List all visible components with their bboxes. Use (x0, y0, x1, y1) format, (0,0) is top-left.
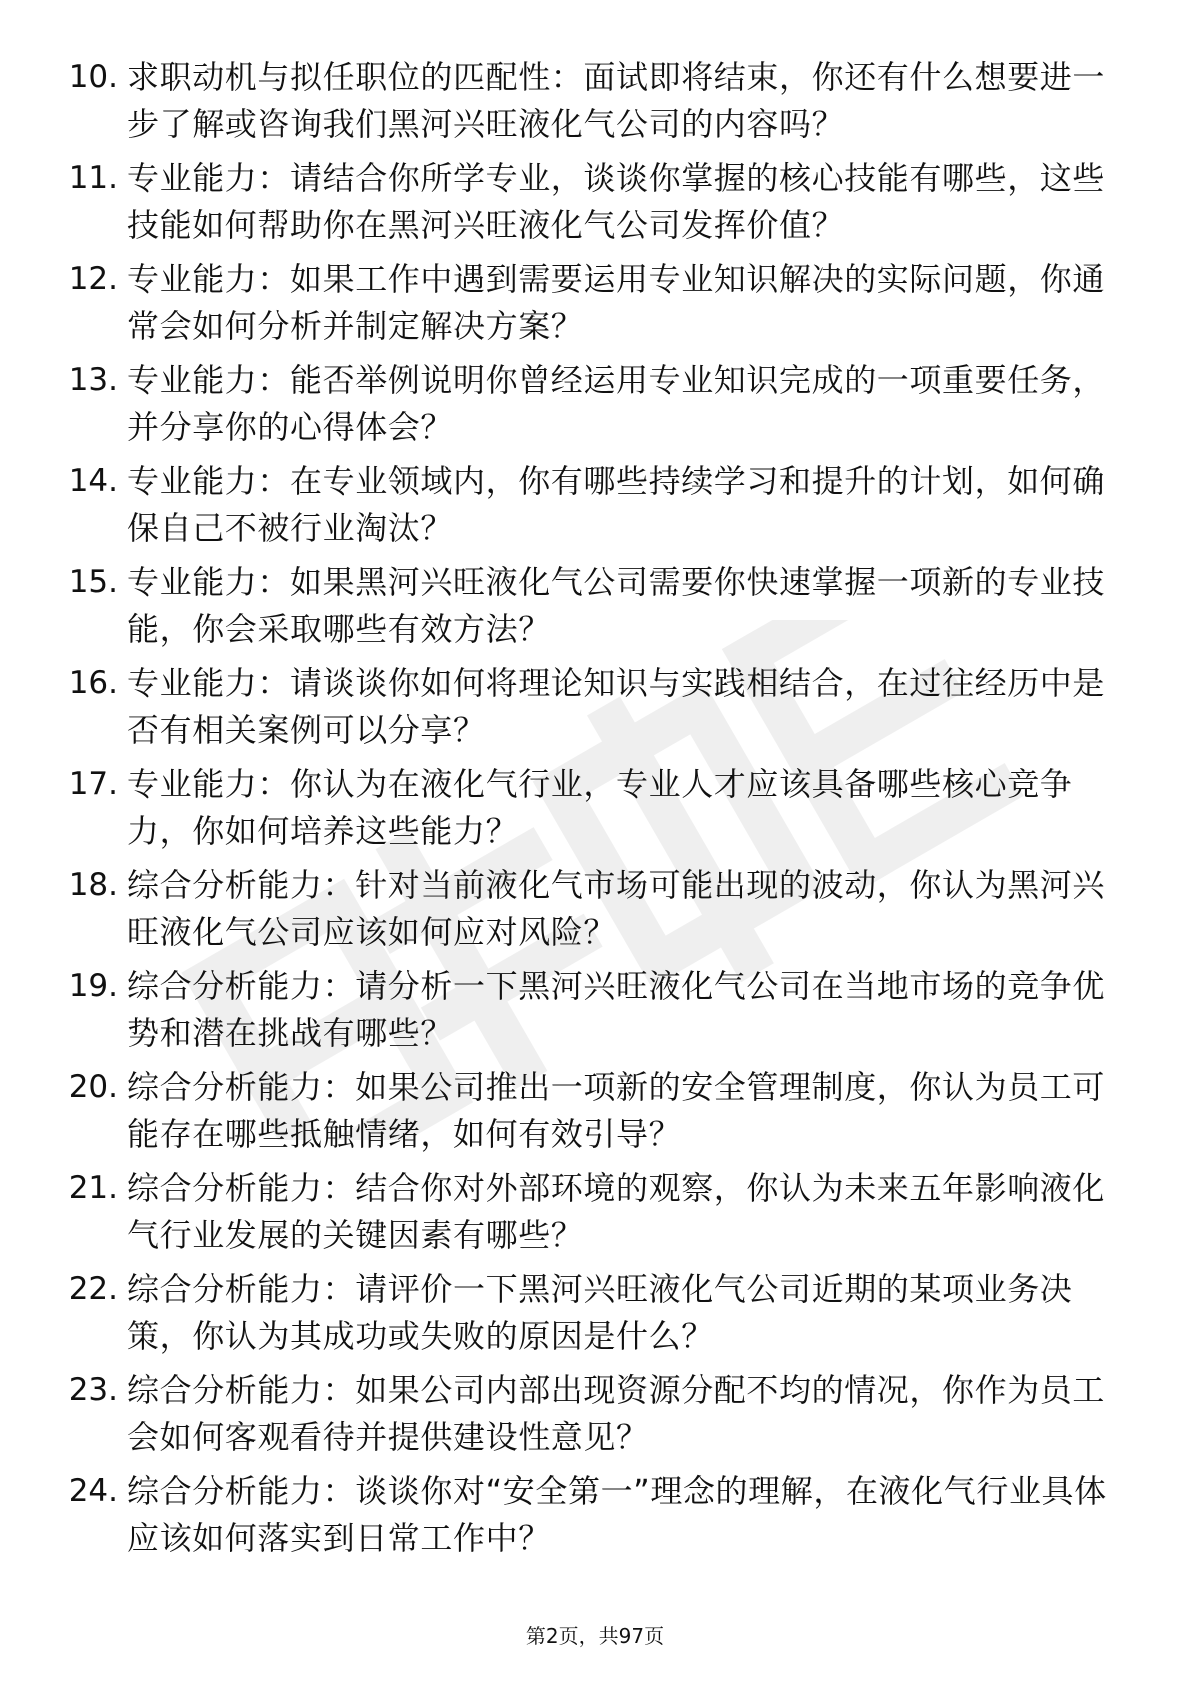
question-text: 专业能力：请结合你所学专业，谈谈你掌握的核心技能有哪些，这些技能如何帮助你在黑河兴旺液化气公司发挥价值？ (127, 159, 1106, 244)
question-item (56, 458, 1116, 559)
question-number: 20. (68, 1069, 118, 1105)
question-text: 专业能力：请谈谈你如何将理论知识与实践相结合，在过往经历中是否有相关案例可以分享？ (127, 664, 1106, 749)
question-number: 19. (68, 968, 118, 1004)
question-number: 22. (68, 1271, 118, 1307)
question-text: 综合分析能力：请分析一下黑河兴旺液化气公司在当地市场的竞争优势和潜在挑战有哪些？ (127, 967, 1106, 1052)
question-item (56, 1266, 1116, 1367)
question-number: 13. (68, 362, 118, 398)
question-number: 15. (68, 564, 118, 600)
question-text: 综合分析能力：请评价一下黑河兴旺液化气公司近期的某项业务决策，你认为其成功或失败的原因是什么？ (127, 1270, 1073, 1355)
question-text: 专业能力：你认为在液化气行业，专业人才应该具备哪些核心竞争力，你如何培养这些能力？ (127, 765, 1073, 850)
question-text: 求职动机与拟任职位的匹配性：面试即将结束，你还有什么想要进一步了解或咨询我们黑河兴旺液化气公司的内容吗？ (127, 58, 1106, 143)
question-text: 专业能力：能否举例说明你曾经运用专业知识完成的一项重要任务，并分享你的心得体会？ (127, 361, 1106, 446)
page-footer: 第2页，共97页 (525, 1624, 665, 1648)
question-text: 综合分析能力：如果公司内部出现资源分配不均的情况，你作为员工会如何客观看待并提供建设性意见？ (127, 1371, 1106, 1456)
question-item (56, 1064, 1116, 1165)
question-item (56, 660, 1116, 761)
question-item (56, 761, 1116, 862)
question-number: 10. (68, 59, 118, 95)
question-number: 12. (68, 261, 118, 297)
question-number: 17. (68, 766, 118, 802)
question-item (56, 963, 1116, 1064)
question-text: 综合分析能力：结合你对外部环境的观察，你认为未来五年影响液化气行业发展的关键因素有哪些？ (127, 1169, 1106, 1254)
question-item (56, 256, 1116, 357)
question-list (56, 54, 1116, 1569)
question-item (56, 357, 1116, 458)
question-item (56, 559, 1116, 660)
question-item (56, 1367, 1116, 1468)
question-text: 综合分析能力：针对当前液化气市场可能出现的波动，你认为黑河兴旺液化气公司应该如何应对风险？ (127, 866, 1106, 951)
question-number: 24. (68, 1473, 118, 1509)
question-text: 专业能力：在专业领域内，你有哪些持续学习和提升的计划，如何确保自己不被行业淘汰？ (127, 462, 1106, 547)
question-item (56, 155, 1116, 256)
question-text: 专业能力：如果黑河兴旺液化气公司需要你快速掌握一项新的专业技能，你会采取哪些有效方法？ (127, 563, 1106, 648)
question-text: 综合分析能力：如果公司推出一项新的安全管理制度，你认为员工可能存在哪些抵触情绪，如何有效引导？ (127, 1068, 1106, 1153)
question-item (56, 1165, 1116, 1266)
question-number: 14. (68, 463, 118, 499)
question-number: 16. (68, 665, 118, 701)
question-number: 23. (68, 1372, 118, 1408)
question-number: 11. (68, 160, 118, 196)
question-text: 综合分析能力：谈谈你对“安全第一”理念的理解，在液化气行业具体应该如何落实到日常工作中？ (127, 1472, 1107, 1557)
question-item (56, 862, 1116, 963)
question-number: 21. (68, 1170, 118, 1206)
question-number: 18. (68, 867, 118, 903)
question-item (56, 1468, 1116, 1569)
question-text: 专业能力：如果工作中遇到需要运用专业知识解决的实际问题，你通常会如何分析并制定解决方案？ (127, 260, 1106, 345)
question-item (56, 54, 1116, 155)
